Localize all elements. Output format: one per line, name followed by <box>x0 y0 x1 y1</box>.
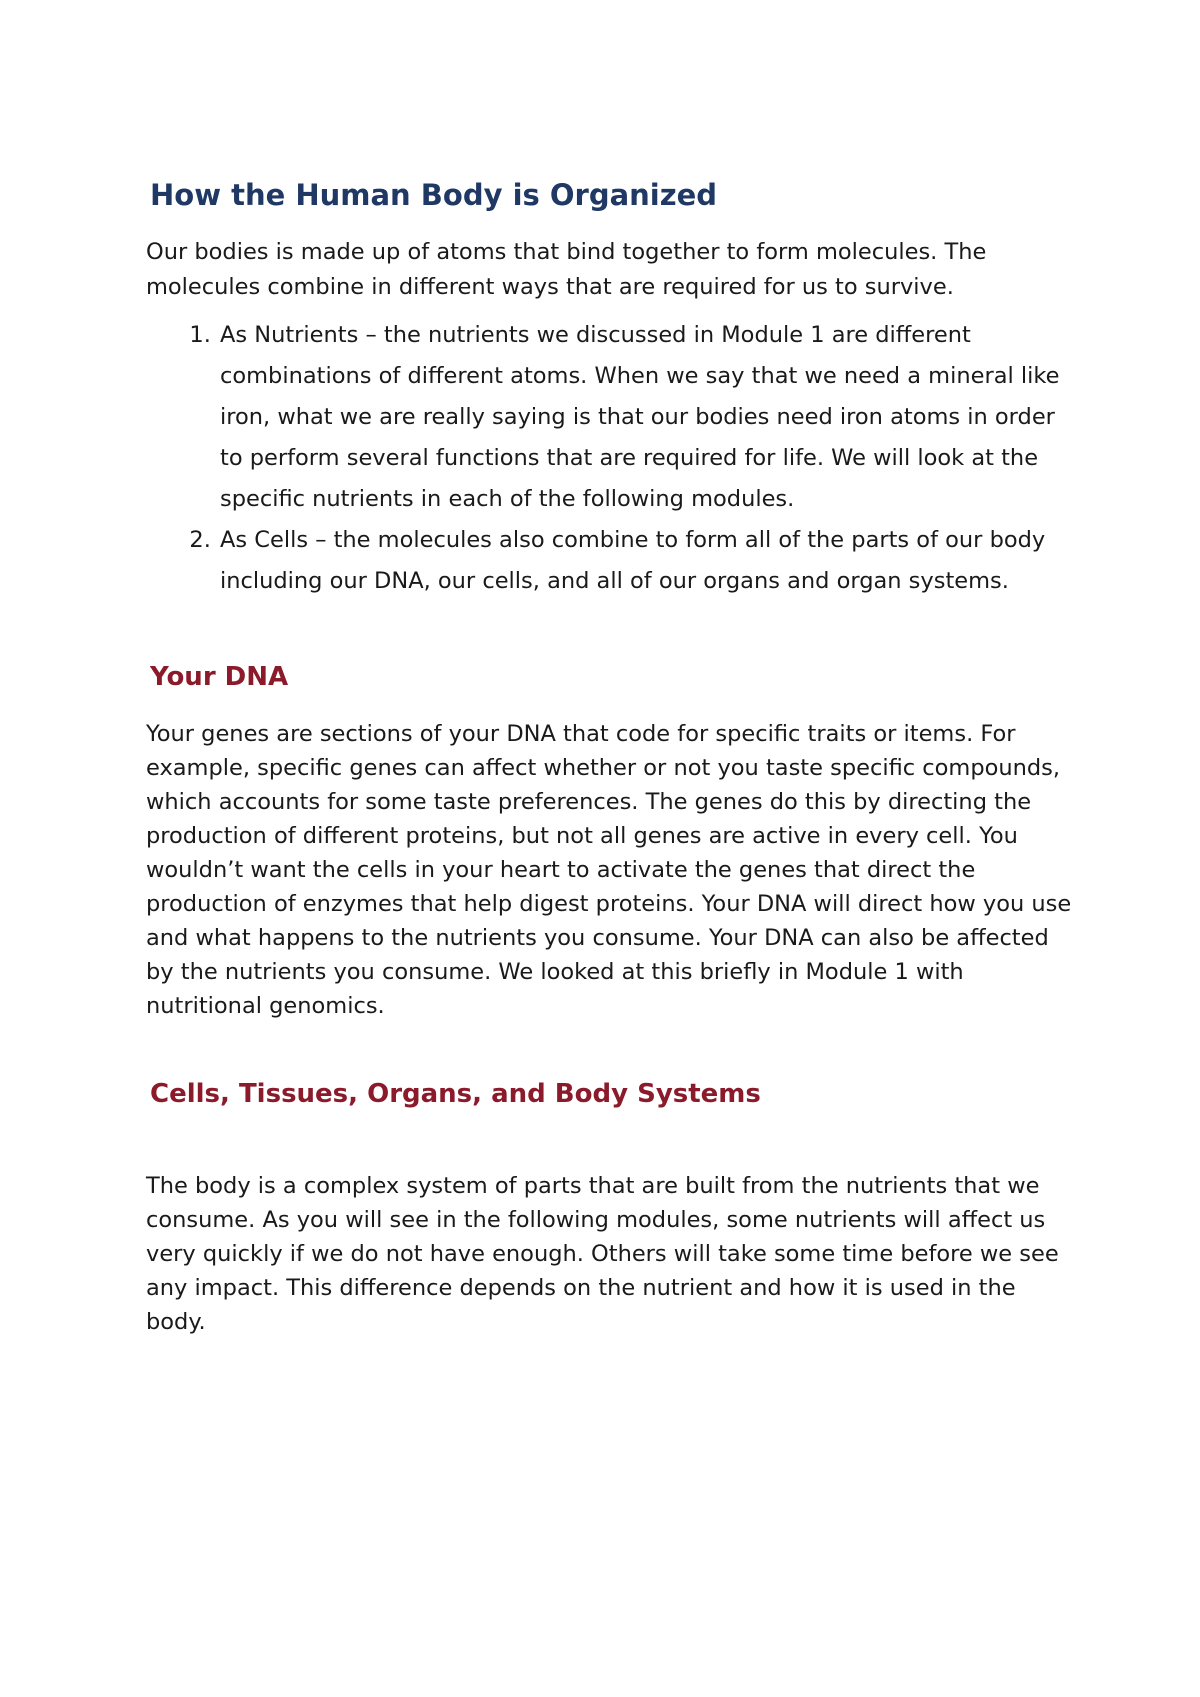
section-your-dna <box>146 662 1076 1023</box>
page-title: How the Human Body is Organized <box>150 178 718 212</box>
document-content <box>146 178 1076 1339</box>
cells-paragraph: The body is a complex system of parts that are built from the nutrients that we consume. As you will see in the following modules, some nutrients will affect us very quickly if we do not have enough. Others will take some time before we see any impact. This difference depends on the nutrient and how it is used in the body. <box>146 1173 1059 1335</box>
list-item: 1. As Nutrients – the nutrients we discussed in Module 1 are different combinations of different atoms. When we say that we need a mineral like iron, what we are really saying is that our bodies need iron atoms in order to perform several functions that are required for life. We will look at the specific nutrients in each of the following modules. <box>218 315 1076 520</box>
section-cells-tissues <box>146 1079 1076 1339</box>
intro-paragraph: Our bodies is made up of atoms that bind together to form molecules. The molecules combine in different ways that are required for us to survive. <box>146 239 987 300</box>
dna-paragraph: Your genes are sections of your DNA that code for specific traits or items. For example, specific genes can affect whether or not you taste specific compounds, which accounts for some taste preferences. The genes do this by directing the production of different proteins, but not all genes are active in every cell. You wouldn’t want the cells in your heart to activate the genes that direct the production of enzymes that help digest proteins. Your DNA will direct how you use and what happens to the nutrients you consume. Your DNA can also be affected by the nutrients you consume. We looked at this briefly in Module 1 with nutritional genomics. <box>146 721 1072 1019</box>
organization-list <box>146 315 1076 602</box>
section-heading-dna: Your DNA <box>150 662 289 692</box>
section-heading-cells: Cells, Tissues, Organs, and Body Systems <box>150 1079 761 1109</box>
list-item: 2. As Cells – the molecules also combine to form all of the parts of our body including our DNA, our cells, and all of our organs and organ systems. <box>218 520 1076 602</box>
